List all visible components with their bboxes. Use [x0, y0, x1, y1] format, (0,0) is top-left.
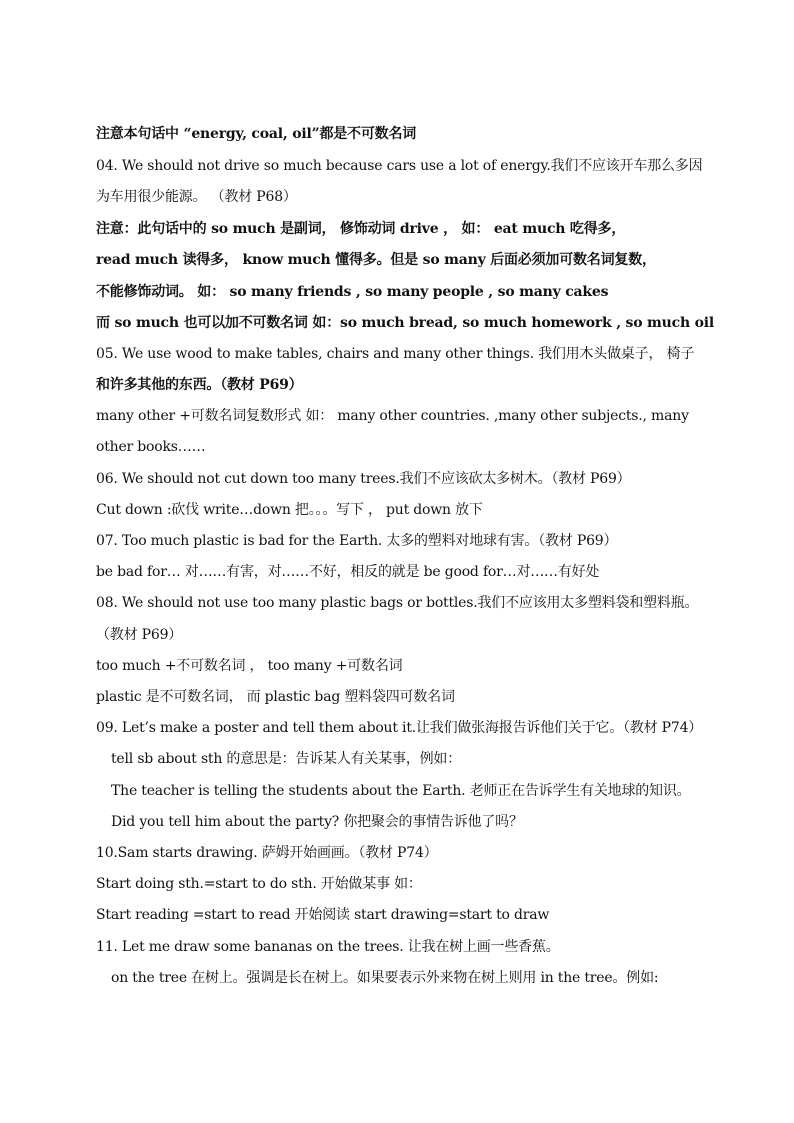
note-start-doing: Start doing sth.=start to do sth. 开始做某事 如：	[96, 876, 422, 892]
sentence-08-cont: （教材 P69）	[96, 627, 183, 643]
sentence-04: 04. We should not drive so much because cars use a lot of energy.我们不应该开车那么多因	[96, 158, 703, 174]
note-on-the-tree: on the tree 在树上。强调是长在树上。如果要表示外来物在树上则用 in the tree。例如:	[111, 970, 659, 986]
sentence-09: 09. Let’s make a poster and tell them about it.让我们做张海报告诉他们关于它。（教材 P74）	[96, 720, 703, 736]
note-line: 注意本句话中 “energy, coal, oil”都是不可数名词	[96, 126, 417, 142]
example-party: Did you tell him about the party? 你把聚会的事情告诉他了吗？	[111, 814, 523, 830]
sentence-06: 06. We should not cut down too many trees.我们不应该砍太多树木。（教材 P69）	[96, 471, 631, 487]
sentence-11: 11. Let me draw some bananas on the trees. 让我在树上画一些香蕉。	[96, 939, 560, 955]
example-start-reading: Start reading =start to read 开始阅读 start drawing=start to draw	[96, 907, 550, 923]
sentence-07: 07. Too much plastic is bad for the Earth. 太多的塑料对地球有害。（教材 P69）	[96, 533, 618, 549]
note-too-much: too much +不可数名词 ， too many +可数名词	[96, 658, 403, 674]
sentence-04-cont: 为车用很少能源。 （教材 P68）	[96, 189, 297, 205]
sentence-08: 08. We should not use too many plastic bags or bottles.我们不应该用太多塑料袋和塑料瓶。	[96, 595, 699, 611]
note-tell-sb: tell sb about sth 的意思是：告诉某人有关某事，例如：	[111, 751, 462, 767]
note-many-other-cont: other books……	[96, 439, 206, 455]
sentence-10: 10.Sam starts drawing. 萨姆开始画画。（教材 P74）	[96, 845, 438, 861]
note-so-much: 注意：此句话中的 so much 是副词， 修饰动词 drive ， 如： eat much 吃得多，	[96, 221, 626, 237]
note-so-much-cont: read much 读得多， know much 懂得多。但是 so many 后面必须加可数名词复数，	[96, 252, 656, 268]
note-so-many: 不能修饰动词。 如： so many friends , so many people , so many cakes	[96, 284, 609, 300]
note-so-much-uncountable: 而 so much 也可以加不可数名词 如：so much bread, so much homework , so much oil	[96, 315, 714, 331]
sentence-05: 05. We use wood to make tables, chairs and many other things. 我们用木头做桌子， 椅子	[96, 346, 695, 362]
note-many-other: many other +可数名词复数形式 如： many other countries. ,many other subjects., many	[96, 408, 689, 424]
example-teacher: The teacher is telling the students about the Earth. 老师正在告诉学生有关地球的知识。	[111, 783, 691, 799]
note-be-bad-for: be bad for… 对……有害，对……不好，相反的就是 be good for…对……有好处	[96, 564, 600, 580]
sentence-05-cont: 和许多其他的东西。（教材 P69）	[96, 377, 303, 393]
note-cut-down: Cut down :砍伐 write…down 把。。。写下 ， put down 放下	[96, 502, 483, 518]
note-plastic: plastic 是不可数名词， 而 plastic bag 塑料袋四可数名词	[96, 689, 455, 705]
